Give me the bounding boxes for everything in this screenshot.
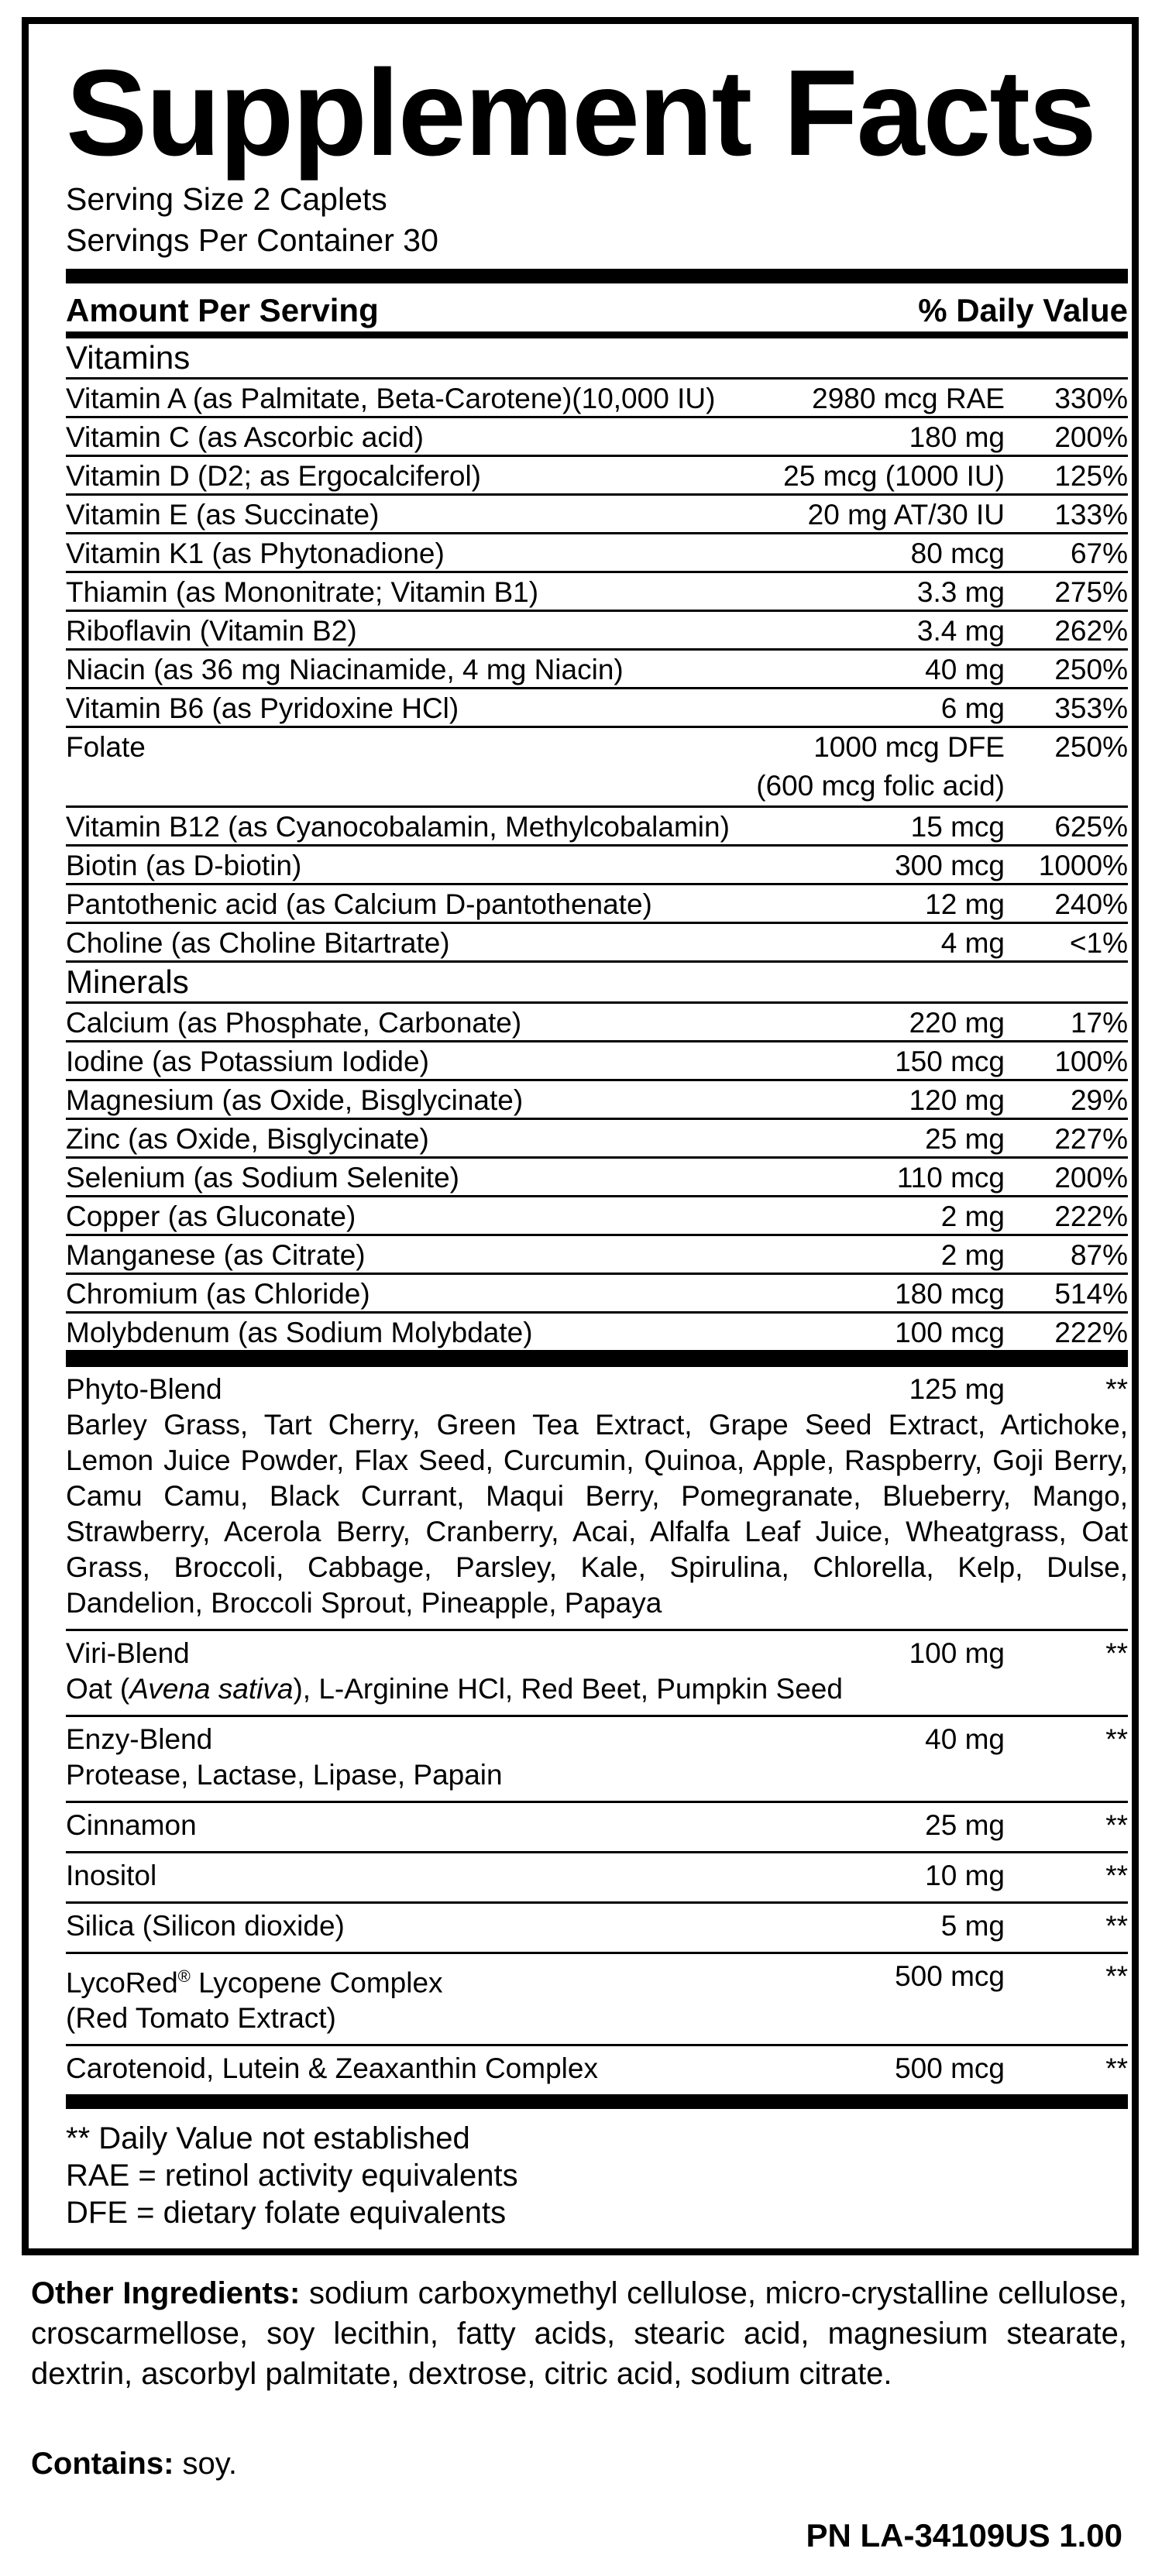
nutrient-row [66,651,1128,689]
folate-amount: 1000 mcg DFE [813,731,1005,763]
nutrient-amount: 25 mg [925,1123,1005,1155]
nutrient-amount: 2980 mcg RAE [812,383,1005,414]
nutrient-name: Iodine (as Potassium Iodide) [66,1046,429,1077]
blend-amount: 40 mg [925,1723,1005,1755]
blend-name [66,1959,749,2001]
blend-amount: 500 mcg [895,2052,1005,2085]
footnotes [66,2109,1128,2231]
divider-thick [66,269,1128,283]
nutrient-dv: 100% [1054,1046,1128,1077]
nutrient-name: Manganese (as Citrate) [66,1239,366,1271]
nutrient-dv: 330% [1054,383,1128,414]
nutrient-row [66,885,1128,924]
nutrient-row [66,380,1128,418]
nutrient-amount: 180 mg [909,421,1005,453]
nutrient-row [66,573,1128,612]
blend-amount: 125 mg [909,1373,1005,1405]
part-number: PN LA-34109US 1.00 [806,2517,1122,2554]
nutrient-amount: 2 mg [940,1200,1005,1232]
folate-amount-detail: (600 mcg folic acid) [756,770,1005,802]
nutrient-amount: 6 mg [940,692,1005,724]
nutrient-row [66,534,1128,573]
nutrient-amount: 20 mg AT/30 IU [807,499,1005,531]
nutrient-amount: 110 mcg [896,1162,1005,1194]
blend-ingredients: (Red Tomato Extract) [66,2002,336,2035]
contains-label: Contains: [31,2447,174,2481]
nutrient-row [66,1081,1128,1120]
nutrient-dv: 625% [1054,811,1128,843]
blend-dv: ** [1105,1860,1128,1891]
nutrient-dv: 250% [1054,731,1128,763]
blend-ingredients: Barley Grass, Tart Cherry, Green Tea Extract, Grape Seed Extract, Artichoke, Lemon Juice Powder, Flax Seed, Curcumin, Quinoa, Apple, Raspberry, Goji Berry, Camu Camu, Black Currant, Maqui Berry, Pomegranate, Blueberry, Mango, Strawberry, Acerola Berry, Cranberry, Acai, Alfalfa Leaf Juice, Wheatgrass, Oat Grass, Broccoli, Cabbage, Parsley, Kale, Spirulina, Chlorella, Kelp, Dulse, Dandelion, Broccoli Sprout, Pineapple, Papaya [66,1409,1128,1619]
nutrient-name: Magnesium (as Oxide, Bisglycinate) [66,1084,524,1116]
nutrient-amount: 40 mg [925,654,1005,685]
nutrient-dv: 275% [1054,576,1128,608]
blend-dv: ** [1105,1910,1128,1942]
nutrient-row [66,457,1128,496]
minerals-heading: Minerals [66,963,1128,1004]
blend-dv: ** [1105,1809,1128,1841]
nutrient-dv: 250% [1054,654,1128,685]
nutrient-dv: 29% [1070,1084,1128,1116]
nutrient-amount [749,728,1005,805]
nutrient-name: Copper (as Gluconate) [66,1200,356,1232]
blend-name: Enzy-Blend [66,1723,213,1755]
column-header [66,290,1128,331]
nutrient-dv: 222% [1054,1317,1128,1348]
blend-name: Cinnamon [66,1809,197,1841]
facts-content [66,47,1128,2231]
nutrient-dv: 240% [1054,888,1128,920]
nutrient-dv: 1000% [1038,850,1128,881]
nutrient-name: Pantothenic acid (as Calcium D-pantothenate) [66,888,652,920]
nutrient-name: Chromium (as Chloride) [66,1278,370,1310]
vitamins-list [66,380,1128,728]
nutrient-row [66,496,1128,534]
blend-dv: ** [1105,1637,1128,1669]
nutrient-row [66,1159,1128,1197]
nutrient-amount: 3.3 mg [916,576,1005,608]
facts-panel [22,17,1139,2255]
divider-thick-3 [66,2094,1128,2109]
nutrient-amount: 3.4 mg [916,615,1005,647]
blend-row [66,1367,1128,1631]
nutrient-name: Biotin (as D-biotin) [66,850,302,881]
nutrient-dv: 17% [1070,1007,1128,1039]
other-ingredients [31,2273,1127,2394]
ingredient-text: ), L-Arginine HCl, Red Beet, Pumpkin Seed [293,1673,843,1705]
blends-list [66,1367,1128,2094]
nutrient-name: Vitamin B12 (as Cyanocobalamin, Methylcobalamin) [66,811,730,843]
blend-name-text: Lycopene Complex [190,1966,443,1999]
nutrient-row [66,612,1128,651]
divider-medium [66,331,1128,338]
blend-name-text: LycoRed [66,1966,178,1999]
nutrient-row [66,1120,1128,1159]
nutrient-name: Molybdenum (as Sodium Molybdate) [66,1317,533,1348]
nutrient-dv: 222% [1054,1200,1128,1232]
blend-header [66,1858,1128,1894]
blend-header [66,2051,1128,2087]
blend-dv: ** [1105,2052,1128,2085]
nutrient-dv: <1% [1069,927,1128,959]
footnote: ** Daily Value not established [66,2121,470,2156]
nutrient-dv: 133% [1054,499,1128,531]
nutrient-row [66,1004,1128,1042]
nutrient-name: Calcium (as Phosphate, Carbonate) [66,1007,522,1039]
nutrient-dv: 227% [1054,1123,1128,1155]
serving-size: Serving Size 2 Caplets [66,181,387,217]
blend-dv: ** [1105,1373,1128,1405]
blend-header [66,1959,1128,2001]
blend-header [66,1722,1128,1757]
nutrient-row [66,1197,1128,1236]
minerals-list [66,1004,1128,1352]
panel-title: Supplement Facts [66,45,1095,181]
nutrient-amount: 300 mcg [895,850,1005,881]
amount-header: Amount Per Serving [66,292,379,328]
nutrient-name: Riboflavin (Vitamin B2) [66,615,357,647]
blend-header [66,1908,1128,1944]
nutrient-row [66,1314,1128,1352]
blend-row [66,1853,1128,1904]
blend-row [66,1904,1128,1954]
nutrient-name: Zinc (as Oxide, Bisglycinate) [66,1123,429,1155]
nutrient-row-folate [66,728,1128,808]
nutrient-amount: 100 mcg [895,1317,1005,1348]
blend-header [66,1636,1128,1671]
blend-amount: 500 mcg [895,1960,1005,1992]
servings-per-container: Servings Per Container 30 [66,222,438,258]
dv-header: % Daily Value [918,292,1128,328]
blend-dv: ** [1105,1723,1128,1755]
registered-mark: ® [177,1966,191,1986]
nutrient-name: Choline (as Choline Bitartrate) [66,927,450,959]
nutrient-row [66,1275,1128,1314]
ingredient-latin-name: Avena sativa [129,1673,294,1705]
blend-name: Inositol [66,1860,157,1891]
blend-row [66,1631,1128,1717]
divider-thick-2 [66,1352,1128,1367]
nutrient-amount: 2 mg [940,1239,1005,1271]
nutrient-amount: 220 mg [909,1007,1005,1039]
nutrient-name: Vitamin K1 (as Phytonadione) [66,538,445,569]
nutrient-amount: 12 mg [925,888,1005,920]
nutrient-row [66,847,1128,885]
blend-amount: 5 mg [940,1910,1005,1942]
contains-text: soy. [174,2447,237,2481]
blend-name: Silica (Silicon dioxide) [66,1910,345,1942]
blend-row [66,1803,1128,1853]
nutrient-dv: 200% [1054,1162,1128,1194]
blend-amount: 25 mg [925,1809,1005,1841]
nutrient-dv: 125% [1054,460,1128,492]
nutrient-dv: 262% [1054,615,1128,647]
vitamins-list-2 [66,808,1128,963]
nutrient-dv: 87% [1070,1239,1128,1271]
nutrient-amount: 150 mcg [895,1046,1005,1077]
other-ingredients-label: Other Ingredients: [31,2276,301,2310]
blend-ingredients: Protease, Lactase, Lipase, Papain [66,1759,503,1791]
blend-row [66,1717,1128,1803]
nutrient-name: Vitamin D (D2; as Ergocalciferol) [66,460,481,492]
nutrient-name: Folate [66,731,146,763]
nutrient-name: Niacin (as 36 mg Niacinamide, 4 mg Niacin) [66,654,624,685]
nutrient-dv: 67% [1070,538,1128,569]
vitamins-heading: Vitamins [66,338,1128,380]
nutrient-row [66,1042,1128,1081]
nutrient-name: Vitamin A (as Palmitate, Beta-Carotene)(10,000 IU) [66,383,716,414]
nutrient-amount: 25 mcg (1000 IU) [783,460,1005,492]
nutrient-row [66,924,1128,963]
blend-row [66,2046,1128,2094]
footnote: DFE = dietary folate equivalents [66,2196,507,2231]
nutrient-amount: 4 mg [940,927,1005,959]
nutrient-dv: 514% [1054,1278,1128,1310]
nutrient-amount: 15 mcg [910,811,1005,843]
blend-amount: 10 mg [925,1860,1005,1891]
blend-dv: ** [1105,1960,1128,1992]
blend-name: Viri-Blend [66,1637,190,1669]
blend-name: Carotenoid, Lutein & Zeaxanthin Complex [66,2052,598,2085]
nutrient-row [66,1236,1128,1275]
blend-row [66,1954,1128,2046]
blend-name: Phyto-Blend [66,1373,222,1405]
nutrient-name: Thiamin (as Mononitrate; Vitamin B1) [66,576,539,608]
nutrient-amount: 80 mcg [910,538,1005,569]
nutrient-dv: 353% [1054,692,1128,724]
nutrient-name: Selenium (as Sodium Selenite) [66,1162,459,1194]
nutrient-amount: 180 mcg [895,1278,1005,1310]
nutrient-name: Vitamin B6 (as Pyridoxine HCl) [66,692,459,724]
other-ingredients-text: sodium carboxymethyl cellulose, micro-crystalline cellulose, croscarmellose, soy lecithin, fatty acids, stearic acid, magnesium stearate, dextrin, ascorbyl palmitate, dextrose, citric acid, sodium citrate. [31,2276,1127,2391]
nutrient-dv: 200% [1054,421,1128,453]
footnote: RAE = retinol activity equivalents [66,2159,518,2193]
nutrient-row [66,808,1128,847]
blend-header [66,1372,1128,1407]
allergen-statement [31,2444,237,2484]
blend-amount: 100 mg [909,1637,1005,1669]
nutrient-amount: 120 mg [909,1084,1005,1116]
nutrient-name: Vitamin C (as Ascorbic acid) [66,421,424,453]
ingredient-text: Oat ( [66,1673,130,1705]
nutrient-row [66,689,1128,728]
blend-header [66,1808,1128,1843]
nutrient-row [66,418,1128,457]
nutrient-name: Vitamin E (as Succinate) [66,499,380,531]
blend-ingredients [66,1671,1128,1707]
